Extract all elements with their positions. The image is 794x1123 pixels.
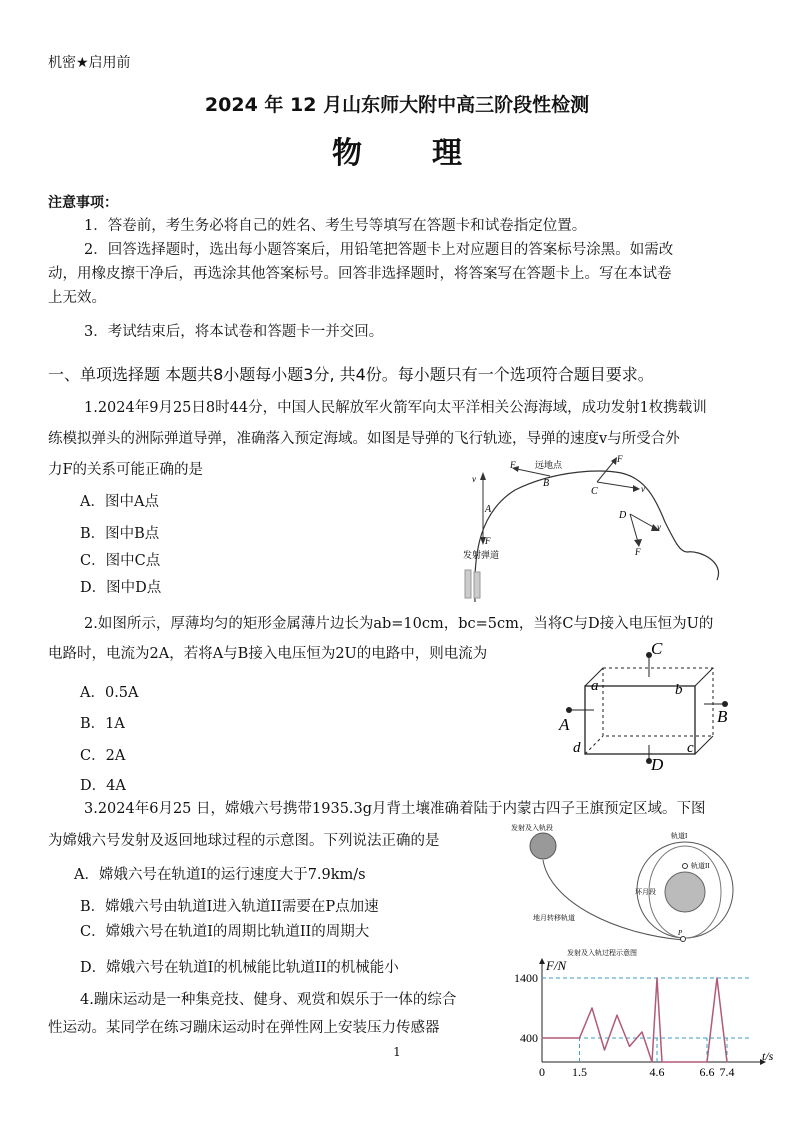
f-label-c: F: [617, 454, 623, 464]
force-data-point: [671, 1061, 672, 1062]
notice-item-2-line-2: 动，用橡皮擦干净后，再选涂其他答案标号。回答非选择题时，将答案写在答题卡上。写在本试卷: [48, 266, 672, 282]
force-time-chart: [498, 958, 774, 1079]
q2-option-b: B．1A: [80, 716, 125, 732]
q2-line-1: 2.如图所示，厚薄均匀的矩形金属薄片边长为ab=10cm，bc=5cm，当将C与D接入电压恒为U的: [84, 616, 714, 632]
force-data-point: [716, 977, 717, 978]
x-tick-label: 6.6: [699, 1065, 715, 1079]
force-data-point: [579, 1037, 580, 1038]
notice-item-2-line-3: 上无效。: [48, 290, 106, 306]
notice-item-2-line-1: 2．回答选择题时，选出每小题答案后，用铅笔把答题卡上对应题目的答案标号涂黑。如需改: [84, 242, 674, 258]
q1-line-3: 力F的关系可能正确的是: [48, 462, 204, 478]
lunar-segment-label: 环月段: [635, 888, 656, 896]
q4-line-1: 4.蹦床运动是一种集竞技、健身、观赏和娱乐于一体的综合: [80, 992, 457, 1008]
y-tick-label: 1400: [514, 971, 538, 985]
v-label-c: v: [641, 484, 645, 494]
x-tick-label: 0: [539, 1065, 545, 1079]
terminal-a-label: A: [559, 715, 570, 734]
q2-option-d: D．4A: [80, 778, 126, 794]
q1-option-d: D．图中D点: [80, 580, 162, 596]
force-data-point: [651, 1061, 652, 1062]
q1-option-c: C．图中C点: [80, 553, 161, 569]
x-tick-label: 1.5: [572, 1065, 587, 1079]
y-axis-arrow: [539, 958, 545, 964]
x-tick-label: 4.6: [649, 1065, 665, 1079]
terminal-b-label: B: [717, 707, 728, 726]
q3-option-d: D．嫦娥六号在轨道I的机械能比轨道II的机械能小: [80, 960, 399, 976]
q2-option-c: C．2A: [80, 748, 126, 764]
corner-d-label: d: [573, 740, 581, 756]
q1-trajectory-figure: [455, 452, 730, 612]
corner-c-label: c: [687, 740, 694, 756]
q2-option-a: A．0.5A: [80, 685, 139, 701]
q4-line-2: 性运动。某同学在练习蹦床运动时在弹性网上安装压力传感器: [48, 1020, 440, 1036]
orbit-figure-caption: 发射及入轨过程示意图: [567, 949, 637, 957]
transfer-orbit-label: 地月转移轨道: [533, 914, 575, 922]
v-label-d: v: [657, 522, 661, 532]
x-tick-label: 7.4: [719, 1065, 735, 1079]
confidential-label: 机密★启用前: [48, 55, 131, 71]
f-label-a: F: [485, 536, 491, 546]
force-data-point: [591, 1007, 592, 1008]
point-b-label: B: [543, 478, 550, 489]
notice-heading: 注意事项：: [48, 195, 118, 211]
corner-b-label: b: [675, 682, 683, 698]
orbit-1-label: 轨道I: [671, 832, 688, 840]
q2-plate-figure: [555, 638, 745, 773]
force-data-point: [706, 1061, 707, 1062]
f-label-d: F: [635, 547, 641, 557]
force-data-point: [656, 977, 657, 978]
force-data-point: [616, 1015, 617, 1016]
force-data-point: [726, 1061, 727, 1062]
f-label-b: F: [510, 460, 516, 470]
subject-title: 物理: [332, 136, 532, 171]
q3-option-b: B．嫦娥六号由轨道I进入轨道II需要在P点加速: [80, 899, 379, 915]
point-a-label: A: [485, 504, 492, 515]
point-p-label: P: [678, 929, 683, 937]
q2-line-2: 电路时，电流为2A，若将A与B接入电压恒为2U的电路中，则电流为: [48, 646, 488, 662]
page-number: 1: [393, 1045, 401, 1059]
q3-line-1: 3.2024年6月25 日，嫦娥六号携带1935.3g月背土壤准确着陆于内蒙古四子王旗预定区域。下图: [84, 801, 706, 817]
force-data-point: [691, 1061, 692, 1062]
terminal-d-label: D: [651, 755, 664, 774]
orbit-2-label: 轨道II: [691, 862, 710, 870]
section-heading: 一、单项选择题 本题共8小题每小题3分, 共4份。每小题只有一个选项符合题目要求。: [48, 365, 654, 384]
launch-segment-label: 发射及入轨段: [511, 824, 553, 832]
point-d-label: D: [619, 510, 627, 521]
exam-title: 2024 年 12 月山东师大附中高三阶段性检测: [204, 94, 590, 116]
x-axis-label: t/s: [762, 1049, 774, 1063]
v-label-a: v: [472, 474, 476, 484]
q3-line-2: 为嫦娥六号发射及返回地球过程的示意图。下列说法正确的是: [48, 833, 440, 849]
q3-orbit-figure: [505, 822, 755, 957]
force-data-point: [661, 1061, 662, 1062]
q1-line-2: 练模拟弹头的洲际弹道导弹，准确落入预定海域。如图是导弹的飞行轨迹，导弹的速度v与所受合外: [48, 431, 680, 447]
point-c-label: C: [591, 486, 598, 497]
force-data-point: [641, 1031, 642, 1032]
q1-option-a: A．图中A点: [80, 494, 159, 510]
notice-item-3: 3．考试结束后，将本试卷和答题卡一并交回。: [84, 324, 384, 340]
q1-option-b: B．图中B点: [80, 526, 160, 542]
y-tick-label: 400: [520, 1031, 538, 1045]
q3-option-a: A．嫦娥六号在轨道I的运行速度大于7.9km/s: [74, 867, 366, 883]
corner-a-label: a: [591, 678, 599, 694]
notice-item-1: 1．答卷前，考生务必将自己的姓名、考生号等填写在答题卡和试卷指定位置。: [84, 218, 587, 234]
launch-label: 发射弹道: [463, 550, 500, 560]
q3-option-c: C．嫦娥六号在轨道I的周期比轨道II的周期大: [80, 924, 370, 940]
apogee-label: 远地点: [535, 460, 563, 470]
force-data-point: [541, 1037, 542, 1038]
y-axis-label: F/N: [546, 958, 567, 973]
terminal-c-label: C: [651, 639, 663, 658]
q1-line-1: 1.2024年9月25日8时44分，中国人民解放军火箭军向太平洋相关公海海域，成功发射1枚携载训: [84, 400, 707, 416]
